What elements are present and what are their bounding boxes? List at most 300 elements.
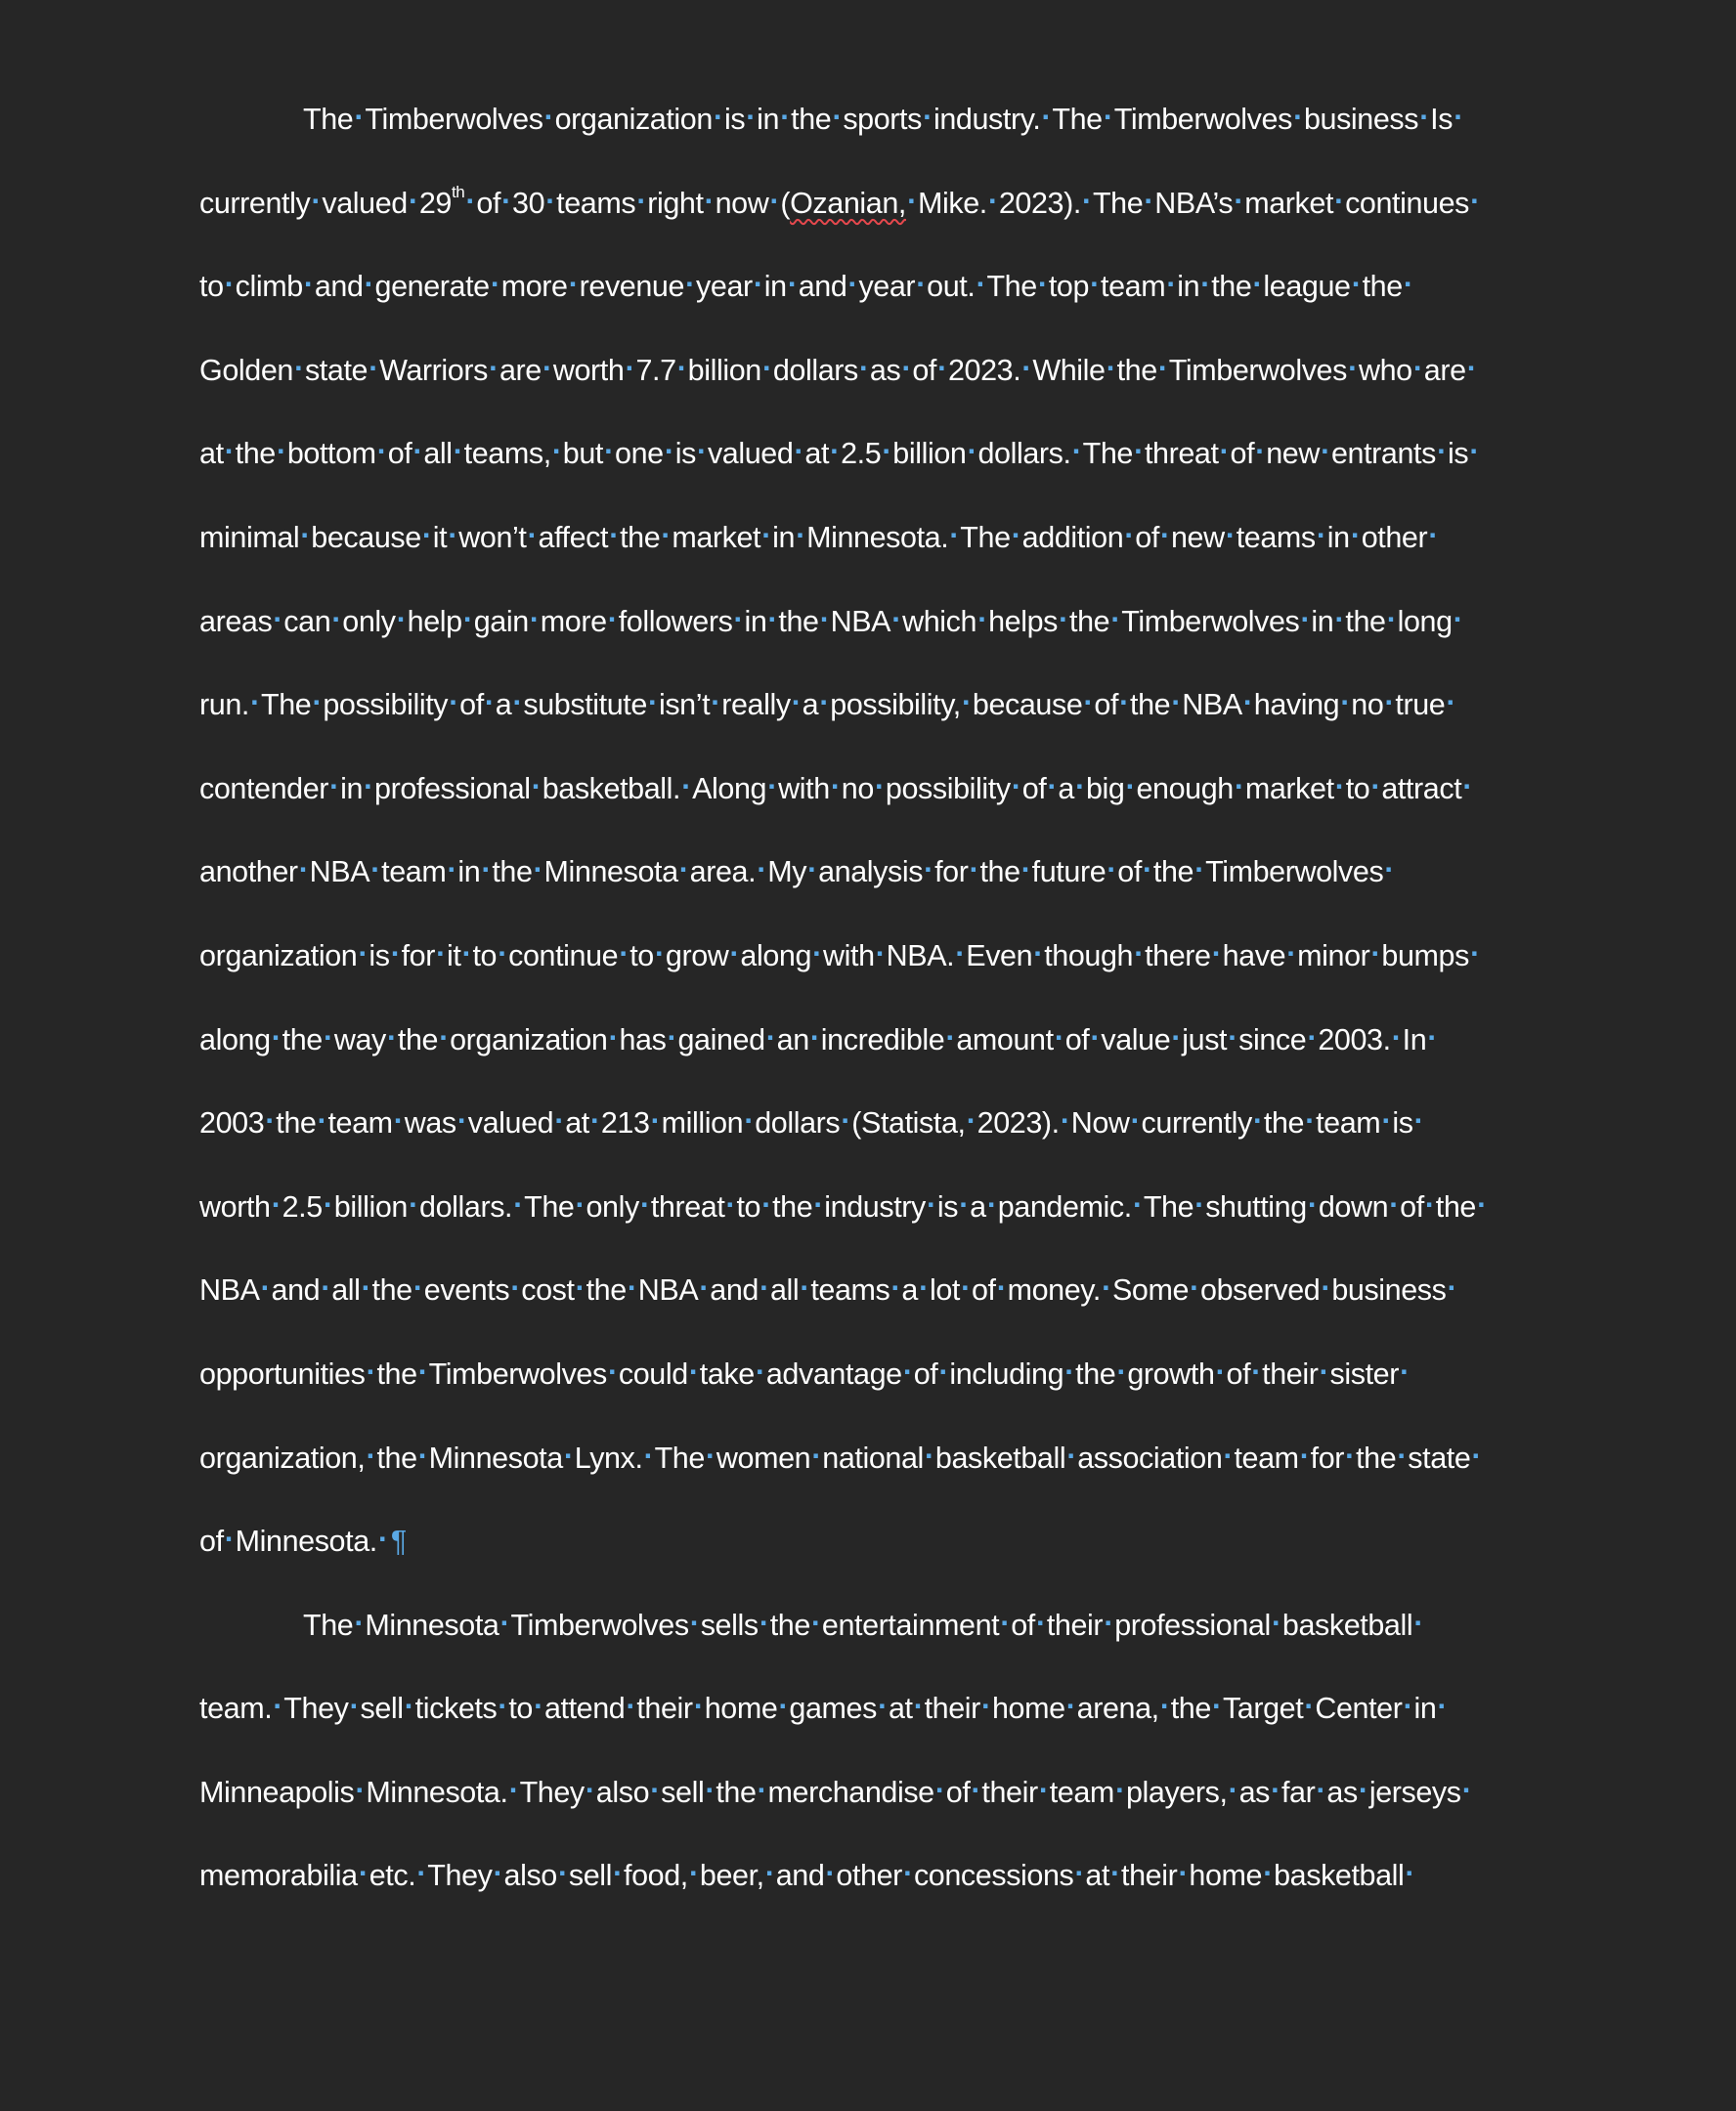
space-mark: · bbox=[934, 1773, 945, 1807]
space-mark: · bbox=[654, 936, 665, 970]
space-mark: · bbox=[1075, 769, 1085, 803]
word: basketball bbox=[1274, 1859, 1405, 1893]
word: analysis bbox=[818, 855, 924, 889]
word: but bbox=[562, 437, 603, 471]
word: Timberwolves bbox=[1168, 353, 1347, 387]
word: climb bbox=[235, 270, 303, 304]
word: valued bbox=[467, 1106, 554, 1141]
space-mark: · bbox=[685, 268, 695, 302]
word: currently bbox=[199, 186, 311, 220]
space-mark: · bbox=[1066, 1439, 1077, 1473]
space-mark: · bbox=[778, 1690, 789, 1724]
space-mark: · bbox=[923, 101, 933, 134]
word: business bbox=[1303, 103, 1419, 136]
word: Minnesota. bbox=[366, 1775, 508, 1809]
word: state bbox=[304, 353, 369, 387]
word: in bbox=[1311, 604, 1334, 638]
word: have bbox=[1222, 938, 1286, 972]
space-mark: · bbox=[512, 686, 523, 720]
space-mark: · bbox=[1381, 1104, 1392, 1139]
word: state bbox=[1408, 1441, 1471, 1475]
word: (Statista, bbox=[851, 1106, 966, 1141]
space-mark: · bbox=[609, 518, 619, 552]
word: team bbox=[1234, 1441, 1299, 1475]
word: sells bbox=[700, 1608, 759, 1642]
word: is bbox=[1447, 437, 1469, 471]
text-line bbox=[199, 1180, 1548, 1264]
space-mark: · bbox=[1047, 769, 1058, 803]
space-mark: · bbox=[499, 1606, 510, 1640]
spelling-error-underline[interactable]: Ozanian, bbox=[790, 186, 906, 220]
text-line bbox=[199, 510, 1548, 594]
space-mark: · bbox=[568, 268, 579, 302]
word: revenue bbox=[579, 270, 685, 304]
word: of bbox=[1021, 771, 1047, 805]
space-mark: · bbox=[1132, 1187, 1143, 1222]
space-mark: · bbox=[664, 435, 674, 469]
space-mark: · bbox=[439, 1020, 449, 1055]
space-mark: · bbox=[1200, 268, 1211, 302]
space-mark: · bbox=[1211, 936, 1222, 970]
word: basketball. bbox=[542, 771, 681, 805]
space-mark: · bbox=[489, 351, 499, 385]
word: at bbox=[888, 1692, 913, 1726]
space-mark: · bbox=[966, 1104, 976, 1139]
space-mark: · bbox=[311, 184, 322, 218]
word: at bbox=[1085, 1859, 1110, 1893]
space-mark: · bbox=[1225, 518, 1236, 552]
space-mark: · bbox=[1020, 853, 1031, 887]
word: market bbox=[1244, 186, 1334, 220]
word: enough bbox=[1136, 771, 1234, 805]
word: The bbox=[524, 1189, 575, 1224]
word: it bbox=[432, 520, 448, 554]
space-mark: · bbox=[744, 1104, 755, 1139]
text-line bbox=[199, 677, 1548, 761]
space-mark: · bbox=[390, 936, 401, 970]
space-mark: · bbox=[1242, 686, 1253, 720]
word: 213 bbox=[600, 1106, 650, 1141]
word: 2023). bbox=[998, 186, 1081, 220]
word: sell bbox=[661, 1775, 705, 1809]
document-body[interactable] bbox=[199, 92, 1548, 1932]
text-line bbox=[199, 343, 1548, 427]
word: opportunities bbox=[199, 1357, 366, 1391]
word: Minneapolis bbox=[199, 1775, 355, 1809]
space-mark: · bbox=[639, 1187, 650, 1222]
space-mark: · bbox=[607, 602, 618, 636]
word: their bbox=[1121, 1859, 1178, 1893]
word: Center bbox=[1315, 1692, 1403, 1726]
word: of bbox=[1011, 1608, 1035, 1642]
word: along bbox=[740, 938, 812, 972]
space-mark: · bbox=[1110, 1857, 1120, 1891]
space-mark: · bbox=[1011, 518, 1021, 552]
space-mark: · bbox=[650, 1773, 661, 1807]
word: all bbox=[769, 1273, 800, 1308]
text-line bbox=[199, 594, 1548, 678]
space-mark: · bbox=[370, 853, 381, 887]
word: Mike. bbox=[917, 186, 987, 220]
space-mark: · bbox=[1253, 1104, 1263, 1139]
space-mark: · bbox=[498, 936, 507, 970]
word: 7.7 bbox=[635, 353, 676, 387]
space-mark: · bbox=[300, 518, 311, 552]
space-mark: · bbox=[759, 1606, 769, 1640]
space-mark: · bbox=[1037, 268, 1048, 302]
space-mark: · bbox=[1115, 1773, 1125, 1807]
space-mark: · bbox=[323, 1187, 333, 1222]
space-mark: · bbox=[376, 435, 387, 469]
word: events bbox=[423, 1273, 510, 1308]
word: Timberwolves bbox=[1205, 855, 1384, 889]
space-mark: · bbox=[498, 1690, 508, 1724]
word: of bbox=[1230, 437, 1255, 471]
word: with bbox=[823, 938, 875, 972]
word: won’t bbox=[458, 520, 527, 554]
word: industry bbox=[824, 1189, 926, 1224]
word: who bbox=[1358, 353, 1412, 387]
word: just bbox=[1182, 1022, 1228, 1056]
space-mark: · bbox=[761, 1187, 771, 1222]
word: threat bbox=[650, 1189, 725, 1224]
space-mark: · bbox=[271, 1187, 282, 1222]
space-mark: · bbox=[1316, 1773, 1326, 1807]
word: Minnesota bbox=[428, 1441, 563, 1475]
word: gain bbox=[473, 604, 529, 638]
word: NBA bbox=[637, 1273, 699, 1308]
space-mark: · bbox=[404, 1690, 414, 1724]
space-mark: · bbox=[377, 1523, 388, 1557]
word: the bbox=[276, 1106, 317, 1141]
word: and bbox=[775, 1859, 825, 1893]
space-mark: · bbox=[924, 853, 933, 887]
space-mark: · bbox=[764, 1857, 775, 1891]
word: the bbox=[376, 1441, 417, 1475]
space-mark: · bbox=[453, 435, 463, 469]
space-mark: · bbox=[688, 1355, 699, 1389]
word: Even bbox=[966, 938, 1033, 972]
word: at bbox=[565, 1106, 589, 1141]
space-mark: · bbox=[986, 1187, 997, 1222]
word: because bbox=[311, 520, 421, 554]
text-line bbox=[199, 1765, 1548, 1849]
word: Along bbox=[692, 771, 767, 805]
text-line bbox=[199, 1263, 1548, 1347]
space-mark: · bbox=[1307, 1020, 1318, 1055]
space-mark: · bbox=[1194, 853, 1204, 887]
space-mark: · bbox=[1219, 435, 1230, 469]
word: NBA. bbox=[886, 938, 955, 972]
space-mark: · bbox=[996, 1271, 1007, 1306]
word: home bbox=[704, 1692, 778, 1726]
word: their bbox=[1046, 1608, 1104, 1642]
space-mark: · bbox=[1124, 518, 1135, 552]
word: 2023). bbox=[976, 1106, 1060, 1141]
word: the bbox=[620, 520, 661, 554]
word: the bbox=[235, 437, 276, 471]
word: the bbox=[1263, 1106, 1305, 1141]
word: in bbox=[1413, 1692, 1437, 1726]
space-mark: · bbox=[1223, 1439, 1234, 1473]
word: 2003. bbox=[1318, 1022, 1391, 1056]
word: future bbox=[1031, 855, 1107, 889]
word: areas bbox=[199, 604, 273, 638]
word: true bbox=[1395, 688, 1446, 722]
word: can bbox=[283, 604, 331, 638]
space-mark: · bbox=[604, 435, 614, 469]
word: to bbox=[508, 1692, 533, 1726]
word: Minnesota. bbox=[806, 520, 949, 554]
space-mark: · bbox=[809, 1020, 820, 1055]
word: a bbox=[495, 688, 512, 722]
space-mark: · bbox=[250, 686, 260, 720]
space-mark: · bbox=[1454, 101, 1463, 134]
word: contender bbox=[199, 771, 329, 805]
word: including bbox=[949, 1357, 1064, 1391]
word: the bbox=[979, 855, 1020, 889]
space-mark: · bbox=[819, 686, 830, 720]
word: women bbox=[716, 1441, 811, 1475]
space-mark: · bbox=[1134, 936, 1144, 970]
space-mark: · bbox=[667, 1020, 677, 1055]
space-mark: · bbox=[613, 1857, 623, 1891]
word: tickets bbox=[414, 1692, 498, 1726]
word: 29th bbox=[418, 183, 465, 220]
word: Warriors bbox=[379, 353, 488, 387]
space-mark: · bbox=[551, 435, 562, 469]
space-mark: · bbox=[575, 1271, 586, 1306]
word: Minnesota bbox=[365, 1608, 499, 1642]
word: beer, bbox=[699, 1859, 764, 1893]
word: Timberwolves bbox=[365, 103, 543, 136]
word: long bbox=[1397, 604, 1453, 638]
space-mark: · bbox=[1234, 184, 1244, 218]
space-mark: · bbox=[543, 101, 554, 134]
word: The bbox=[1052, 103, 1103, 136]
space-mark: · bbox=[757, 1773, 767, 1807]
word: possibility, bbox=[830, 688, 961, 722]
space-mark: · bbox=[678, 853, 689, 887]
space-mark: · bbox=[1334, 769, 1345, 803]
word: NBA bbox=[309, 855, 370, 889]
space-mark: · bbox=[1271, 1606, 1281, 1640]
word: of bbox=[945, 1775, 971, 1809]
space-mark: · bbox=[760, 1271, 769, 1306]
space-mark: · bbox=[533, 853, 543, 887]
word: in bbox=[1326, 520, 1350, 554]
space-mark: · bbox=[1107, 853, 1117, 887]
word: new bbox=[1170, 520, 1225, 554]
word: growth bbox=[1127, 1357, 1215, 1391]
space-mark: · bbox=[1033, 936, 1044, 970]
space-mark: · bbox=[811, 1606, 821, 1640]
space-mark: · bbox=[456, 1104, 467, 1139]
space-mark: · bbox=[1059, 602, 1068, 636]
word: league bbox=[1263, 270, 1351, 304]
word: players, bbox=[1125, 1775, 1228, 1809]
word: other bbox=[1361, 520, 1428, 554]
space-mark: · bbox=[1166, 268, 1177, 302]
space-mark: · bbox=[508, 1773, 519, 1807]
space-mark: · bbox=[1074, 1857, 1085, 1891]
word: home bbox=[1189, 1859, 1263, 1893]
space-mark: · bbox=[321, 1271, 331, 1306]
space-mark: · bbox=[354, 1606, 365, 1640]
space-mark: · bbox=[1021, 351, 1032, 385]
space-mark: · bbox=[830, 769, 841, 803]
space-mark: · bbox=[765, 1020, 776, 1055]
space-mark: · bbox=[753, 268, 763, 302]
word: Minnesota bbox=[543, 855, 678, 889]
word: the bbox=[1116, 353, 1157, 387]
space-mark: · bbox=[945, 1020, 956, 1055]
word: NBA bbox=[199, 1273, 260, 1308]
space-mark: · bbox=[303, 268, 314, 302]
space-mark: · bbox=[1234, 769, 1244, 803]
space-mark: · bbox=[1110, 602, 1121, 636]
word: is bbox=[674, 437, 696, 471]
space-mark: · bbox=[1212, 1690, 1222, 1724]
space-mark: · bbox=[648, 686, 658, 720]
word: since bbox=[1238, 1022, 1307, 1056]
space-mark: · bbox=[462, 602, 473, 636]
space-mark: · bbox=[706, 1439, 716, 1473]
space-mark: · bbox=[697, 435, 707, 469]
space-mark: · bbox=[271, 1020, 282, 1055]
word: though bbox=[1044, 938, 1134, 972]
word: teams bbox=[1236, 520, 1316, 554]
word: more bbox=[500, 270, 568, 304]
word: the bbox=[1362, 270, 1403, 304]
space-mark: · bbox=[1437, 435, 1447, 469]
space-mark: · bbox=[585, 1773, 595, 1807]
word: 2.5 bbox=[282, 1189, 323, 1224]
space-mark: · bbox=[224, 435, 235, 469]
text-line bbox=[199, 1012, 1548, 1097]
space-mark: · bbox=[1160, 518, 1170, 552]
space-mark: · bbox=[513, 1187, 523, 1222]
space-mark: · bbox=[1370, 936, 1381, 970]
space-mark: · bbox=[890, 1271, 901, 1306]
space-mark: · bbox=[681, 769, 691, 803]
space-mark: · bbox=[1083, 686, 1094, 720]
word: right bbox=[647, 186, 704, 220]
word: their bbox=[636, 1692, 693, 1726]
word: pandemic. bbox=[997, 1189, 1132, 1224]
space-mark: · bbox=[354, 101, 365, 134]
space-mark: · bbox=[1090, 268, 1100, 302]
word: of bbox=[1094, 688, 1119, 722]
word: NBA bbox=[1182, 688, 1242, 722]
space-mark: · bbox=[331, 602, 342, 636]
space-mark: · bbox=[447, 853, 457, 887]
space-mark: · bbox=[787, 268, 798, 302]
space-mark: · bbox=[369, 351, 378, 385]
space-mark: · bbox=[1391, 1020, 1402, 1055]
word: etc. bbox=[369, 1859, 416, 1893]
space-mark: · bbox=[976, 268, 986, 302]
space-mark: · bbox=[1412, 351, 1423, 385]
space-mark: · bbox=[676, 351, 687, 385]
word: there bbox=[1145, 938, 1211, 972]
space-mark: · bbox=[711, 686, 721, 720]
word: market bbox=[1244, 771, 1334, 805]
word: now bbox=[715, 186, 769, 220]
word: the bbox=[778, 604, 819, 638]
text-line bbox=[199, 1598, 1548, 1682]
word: Timberwolves bbox=[428, 1357, 607, 1391]
space-mark: · bbox=[501, 184, 511, 218]
word: organization bbox=[199, 938, 358, 972]
word: of bbox=[1400, 1189, 1424, 1224]
space-mark: · bbox=[825, 1857, 836, 1891]
space-mark: · bbox=[811, 1439, 822, 1473]
word: their bbox=[924, 1692, 980, 1726]
space-mark: · bbox=[355, 1773, 366, 1807]
space-mark: · bbox=[1300, 602, 1311, 636]
space-mark: · bbox=[421, 518, 432, 552]
space-mark: · bbox=[1071, 435, 1082, 469]
word: Timberwolves bbox=[1113, 103, 1292, 136]
space-mark: · bbox=[1424, 1187, 1435, 1222]
word: one bbox=[615, 437, 664, 471]
word: the bbox=[1211, 270, 1252, 304]
word: the bbox=[492, 855, 533, 889]
space-mark: · bbox=[650, 1104, 661, 1139]
word: also bbox=[595, 1775, 650, 1809]
word: NBA’s bbox=[1154, 186, 1234, 220]
space-mark: · bbox=[800, 1271, 810, 1306]
word: They bbox=[519, 1775, 585, 1809]
space-mark: · bbox=[1082, 184, 1092, 218]
space-mark: · bbox=[627, 1271, 637, 1306]
space-mark: · bbox=[1171, 686, 1182, 720]
word: games bbox=[789, 1692, 877, 1726]
space-mark: · bbox=[1428, 518, 1439, 552]
space-mark: · bbox=[1038, 1773, 1049, 1807]
space-mark: · bbox=[531, 769, 542, 803]
space-mark: · bbox=[409, 1187, 418, 1222]
word: of bbox=[387, 437, 412, 471]
space-mark: · bbox=[1446, 686, 1456, 720]
space-mark: · bbox=[841, 1104, 851, 1139]
word: possibility bbox=[323, 688, 449, 722]
space-mark: · bbox=[1427, 1020, 1438, 1055]
word: the bbox=[376, 1357, 417, 1391]
space-mark: · bbox=[705, 1773, 716, 1807]
space-mark: · bbox=[527, 518, 538, 552]
word: million bbox=[661, 1106, 744, 1141]
space-mark: · bbox=[1461, 1773, 1472, 1807]
word: and bbox=[271, 1273, 321, 1308]
word: a bbox=[1058, 771, 1074, 805]
word: amount bbox=[956, 1022, 1054, 1056]
space-mark: · bbox=[938, 1355, 949, 1389]
space-mark: · bbox=[481, 853, 492, 887]
word: only bbox=[342, 604, 396, 638]
word: no bbox=[1351, 688, 1384, 722]
word: and bbox=[314, 270, 364, 304]
space-mark: · bbox=[1054, 1020, 1064, 1055]
word: all bbox=[331, 1273, 361, 1308]
word: the bbox=[772, 1189, 813, 1224]
word: They bbox=[427, 1859, 493, 1893]
word: minor bbox=[1297, 938, 1370, 972]
word: organization bbox=[554, 103, 713, 136]
text-line bbox=[199, 928, 1548, 1012]
superscript: th bbox=[451, 183, 465, 202]
